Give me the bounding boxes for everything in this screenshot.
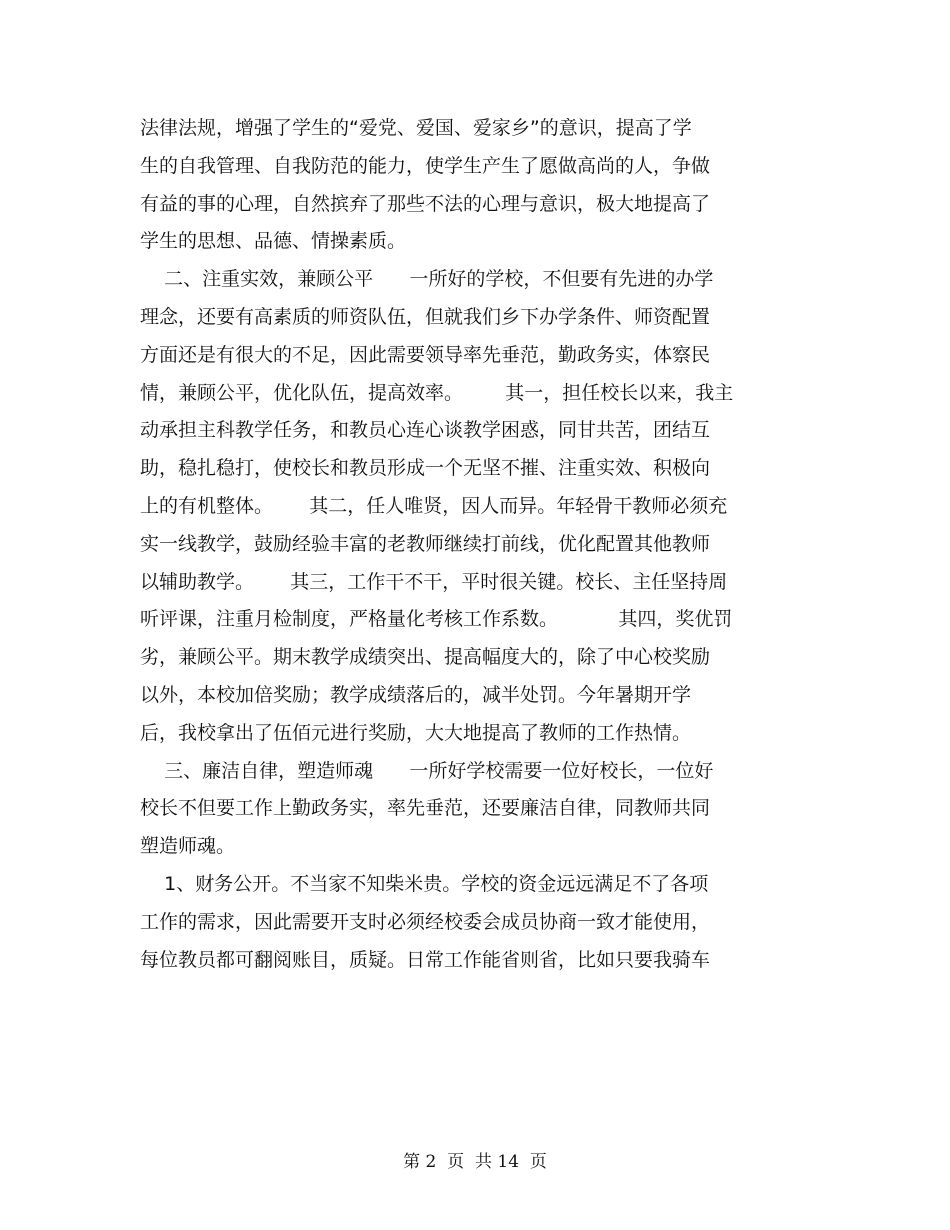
text-line: 生的自我管理、自我防范的能力，使学生产生了愿做高尚的人，争做	[140, 154, 711, 177]
text-line: 方面还是有很大的不足，因此需要领导率先垂范，勤政务实，体察民	[140, 343, 711, 366]
text-line: 每位教员都可翻阅账目，质疑。日常工作能省则省，比如只要我骑车	[140, 948, 711, 971]
text-line: 二、注重实效，兼顾公平 一所好的学校，不但要有先进的办学	[140, 268, 714, 291]
text-line: 塑造师魂。	[140, 835, 236, 858]
text-line: 三、廉洁自律，塑造师魂 一所好学校需要一位好校长，一位好	[140, 759, 714, 782]
text-line: 听评课，注重月检制度，严格量化考核工作系数。 其四，奖优罚	[140, 608, 733, 631]
text-line: 理念，还要有高素质的师资队伍，但就我们乡下办学条件、师资配置	[140, 305, 711, 328]
text-line: 劣，兼顾公平。期末教学成绩突出、提高幅度大的，除了中心校奖励	[140, 646, 711, 669]
text-line: 助，稳扎稳打，使校长和教员形成一个无坚不摧、注重实效、积极向	[140, 457, 711, 480]
text-line: 动承担主科教学任务，和教员心连心谈教学困惑，同甘共苦，团结互	[140, 419, 711, 442]
text-line: 以外，本校加倍奖励；教学成绩落后的，减半处罚。今年暑期开学	[140, 683, 692, 706]
text-line: 1、财务公开。不当家不知柴米贵。学校的资金远远满足不了各项	[140, 872, 709, 895]
text-line: 后，我校拿出了伍佰元进行奖励，大大地提高了教师的工作热情。	[140, 721, 692, 744]
body-text	[140, 110, 790, 979]
text-line: 以辅助教学。 其三，工作干不干，平时很关键。校长、主任坚持周	[140, 570, 728, 593]
text-line: 情，兼顾公平，优化队伍，提高效率。 其一，担任校长以来，我主	[140, 381, 734, 404]
text-line: 法律法规，增强了学生的“爱党、爱国、爱家乡”的意识，提高了学	[140, 117, 692, 139]
text-line: 上的有机整体。 其二，任人唯贤，因人而异。年轻骨干教师必须充	[140, 494, 728, 517]
text-line: 学生的思想、品德、情操素质。	[140, 230, 407, 253]
page-number-footer: 第 2 页 共 14 页	[403, 1152, 547, 1172]
text-line: 工作的需求，因此需要开支时必须经校委会成员协商一致才能使用，	[140, 910, 711, 933]
text-line: 有益的事的心理，自然摈弃了那些不法的心理与意识，极大地提高了	[140, 192, 711, 215]
text-line: 实一线教学，鼓励经验丰富的老教师继续打前线，优化配置其他教师	[140, 532, 711, 555]
text-line: 校长不但要工作上勤政务实，率先垂范，还要廉洁自律，同教师共同	[140, 797, 711, 820]
